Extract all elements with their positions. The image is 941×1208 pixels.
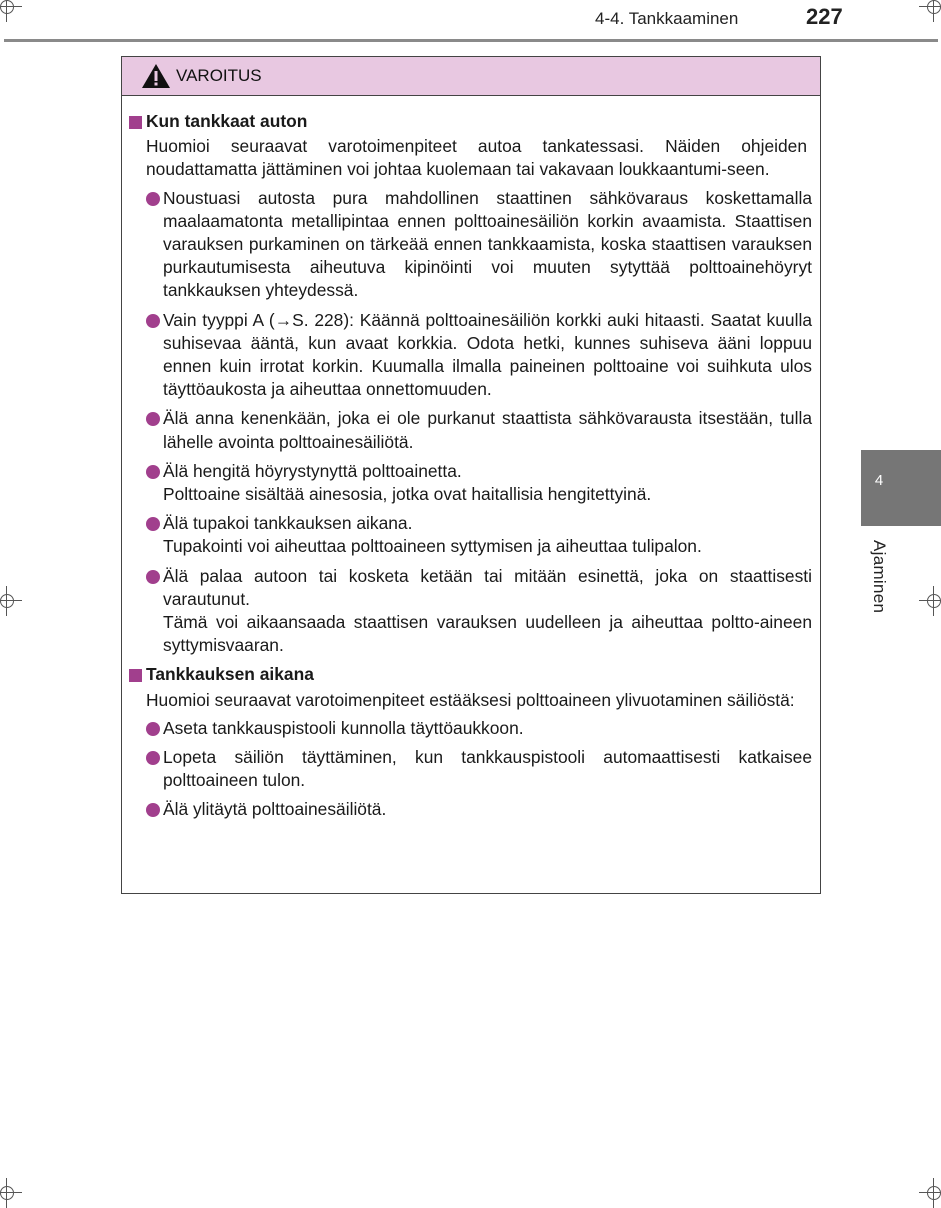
list-item-text: Älä anna kenenkään, joka ei ole purkanut staattista sähkövarausta itsestään, tulla lähelle avointa polttoainesäiliötä. [163,408,812,452]
section-intro: Huomioi seuraavat varotoimenpiteet autoa tankatessasi. Näiden ohjeiden noudattamatta jättäminen voi johtaa kuolemaan tai vakavaan loukkaantumi-seen. [146,136,807,180]
circle-bullet-icon [146,412,160,426]
list-item [163,187,812,303]
circle-bullet-icon [146,803,160,817]
list-item [163,407,812,453]
circle-bullet-icon [146,722,160,736]
list-item [163,460,812,506]
circle-bullet-icon [146,751,160,765]
list-item-detail: Tämä voi aikaansaada staattisen varauksen uudelleen ja aiheuttaa poltto-aineen syttymisvaaran. [163,612,812,656]
chapter-name: Ajaminen [870,540,889,614]
crop-mark-top-right [925,0,941,16]
list-item [163,798,812,821]
page-number: 227 [806,4,843,29]
list-item-text: Lopeta säiliön täyttäminen, kun tankkauspistooli automaattisesti katkaisee polttoaineen tulon. [163,747,812,791]
warning-content [122,110,820,828]
section-heading-text: Kun tankkaat auton [146,111,308,131]
warning-box [121,56,821,894]
list-item [163,717,812,740]
circle-bullet-icon [146,192,160,206]
crop-mark-top-left [0,0,16,16]
circle-bullet-icon [146,314,160,328]
list-item-text: Älä ylitäytä polttoainesäiliötä. [163,799,387,820]
section-title: 4-4. Tankkaaminen [595,9,739,28]
circle-bullet-icon [146,517,160,531]
list-item-detail: Polttoaine sisältää ainesosia, jotka ovat haitallisia hengitettyinä. [163,484,652,505]
section-heading [122,663,820,686]
section-intro: Huomioi seuraavat varotoimenpiteet estääksesi polttoaineen ylivuotaminen säiliöstä: [146,689,795,710]
list-item-text: Älä tupakoi tankkauksen aikana. [163,513,413,534]
crop-mark-mid-right [925,592,941,610]
list-item-text: Noustuasi autosta pura mahdollinen staattinen sähkövaraus koskettamalla maalaamatonta metallipintaa ennen polttoainesäiliön korkin avaamista. Staattisen varauksen purkaminen on tärkeää ennen tankkaamista, koska staattisen varauksen purkautumisesta aiheutuva kipinöinti voi muuten sytyttää polttoainehöyryt tankkauksen yhteydessä. [163,187,812,301]
warning-section [122,663,820,821]
list-item [163,746,812,792]
list-item-detail: Tupakointi voi aiheuttaa polttoaineen syttymisen ja aiheuttaa tulipalon. [163,536,702,557]
square-bullet-icon [129,116,142,129]
warning-title: VAROITUS [176,66,262,85]
chapter-tab [861,450,941,526]
list-item [163,512,812,558]
list-item [163,565,812,658]
list-item-text: Aseta tankkauspistooli kunnolla täyttöaukkoon. [163,717,524,738]
warning-triangle-icon [141,63,171,89]
header-rule [4,39,938,42]
section-heading [122,110,820,133]
circle-bullet-icon [146,570,160,584]
crop-mark-mid-left [0,592,16,610]
list-item [163,309,812,402]
circle-bullet-icon [146,465,160,479]
chapter-number: 4 [874,472,884,489]
crop-mark-bottom-left [0,1184,16,1202]
square-bullet-icon [129,669,142,682]
list-item-text: Älä hengitä höyrystynyttä polttoainetta. [163,460,462,481]
section-heading-text: Tankkauksen aikana [146,664,314,685]
crop-mark-bottom-right [925,1184,941,1202]
list-item-text: Vain tyyppi A (→S. 228): Käännä polttoainesäiliön korkki auki hitaasti. Saatat kuulla suhisevaa ääntä, kun avaat korkkia. Odota hetki, kunnes suhiseva ääni loppuu ennen kuin irrotat korkin. Kuumalla ilmalla paineinen polttoaine voi suihkuta ulos täyttöaukosta ja aiheuttaa onnettomuuden. [163,309,812,400]
warning-header [122,57,820,96]
list-item-text: Älä palaa autoon tai kosketa ketään tai mitään esinettä, joka on staattisesti varautunut. [163,565,812,609]
warning-section [122,110,820,657]
